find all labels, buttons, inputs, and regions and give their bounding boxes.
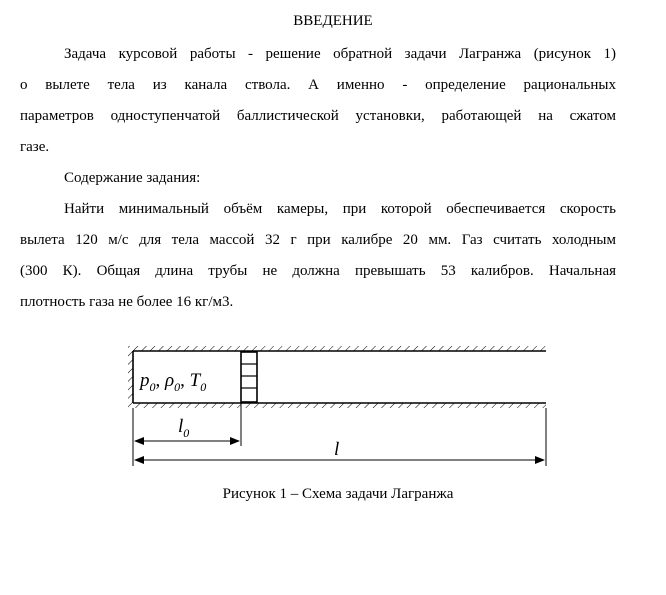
paragraph-line: вылета 120 м/с для тела массой 32 г при калибре 20 мм. Газ считать холодным [20, 232, 616, 248]
projectile [241, 352, 257, 402]
paragraph-line: газе. [20, 139, 50, 155]
l-label: l [334, 439, 340, 460]
chamber-parameters-label: $p_0$, $\rho_0$, $T_0$ [140, 370, 207, 394]
figure-caption: Рисунок 1 – Схема задачи Лагранжа [222, 486, 454, 502]
paragraph-line: Задача курсовой работы - решение обратной задачи Лагранжа (рисунок 1) [64, 46, 616, 62]
paragraph-line: Найти минимальный объём камеры, при которой обеспечивается скорость [64, 201, 616, 217]
paragraph-line: (300 К). Общая длина трубы не должна превышать 53 калибров. Начальная [20, 263, 616, 279]
paragraph-line: параметров одноступенчатой баллистической установки, работающей на сжатом [20, 108, 616, 124]
section-heading: ВВЕДЕНИЕ [293, 13, 373, 29]
paragraph-line: плотность газа не более 16 кг/м3. [20, 294, 234, 310]
l0-label: $l_0$ [178, 416, 190, 440]
task-heading: Содержание задания: [64, 170, 201, 186]
paragraph-line: о вылете тела из канала ствола. А именно - определение рациональных [20, 77, 616, 93]
